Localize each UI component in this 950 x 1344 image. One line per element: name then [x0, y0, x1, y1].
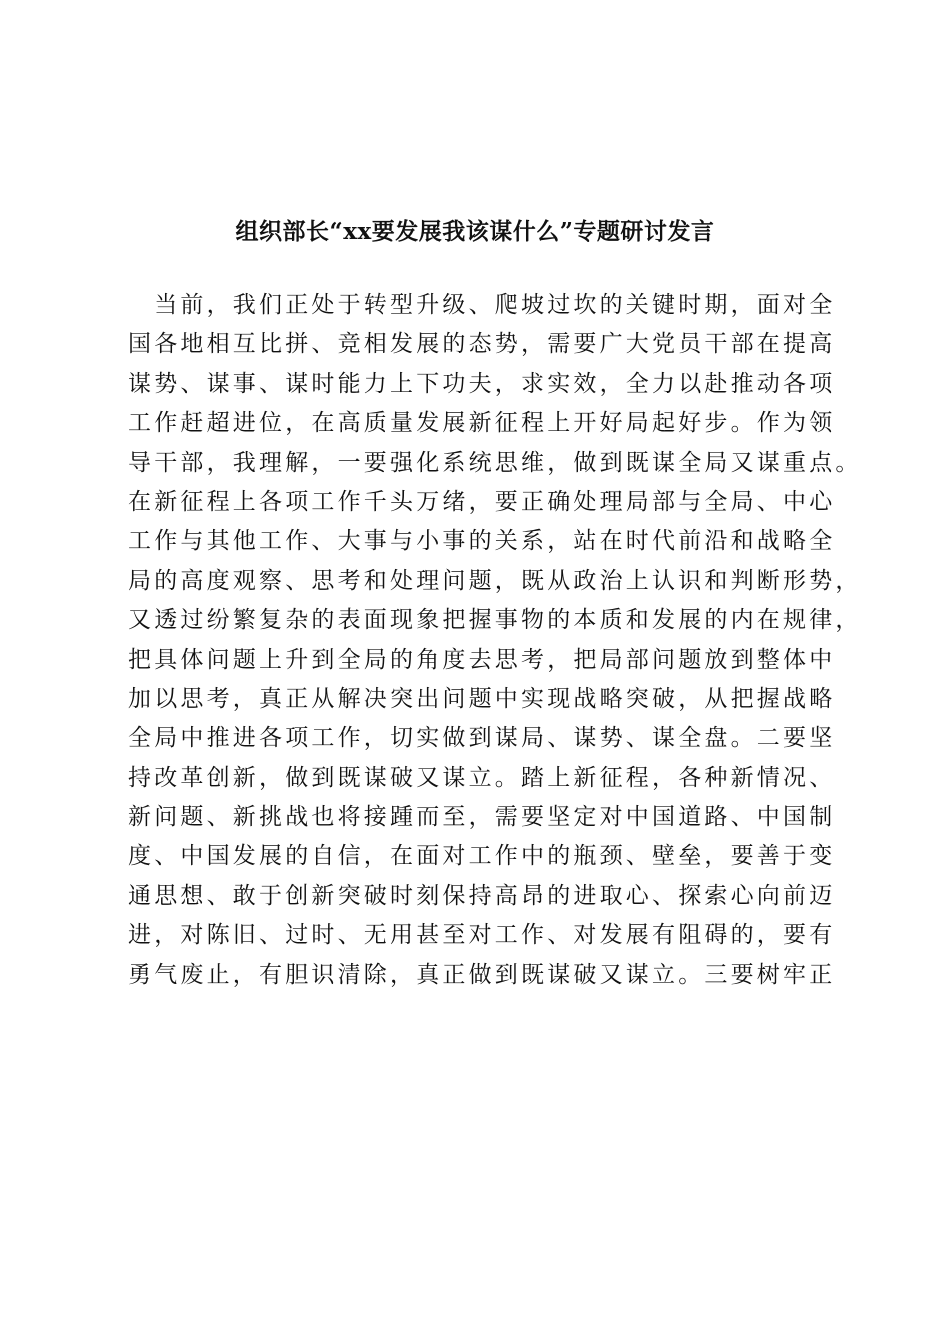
body-line: 持改革创新，做到既谋破又谋立。踏上新征程，各种新情况、	[128, 764, 836, 791]
body-line: 把具体问题上升到全局的角度去思考，把局部问题放到整体中	[128, 646, 836, 673]
body-line: 谋势、谋事、谋时能力上下功夫，求实效，全力以赴推动各项	[128, 370, 836, 397]
body-line: 在新征程上各项工作千头万绪，要正确处理局部与全局、中心	[128, 488, 836, 515]
body-line: 国各地相互比拼、竞相发展的态势，需要广大党员干部在提高	[128, 331, 836, 358]
body-line: 工作赶超进位，在高质量发展新征程上开好局起好步。作为领	[128, 410, 836, 437]
body-line: 当前，我们正处于转型升级、爬坡过坎的关键时期，面对全	[128, 292, 836, 318]
document-title: 组织部长“xx要发展我该谋什么”专题研讨发言	[235, 218, 715, 245]
document-body	[128, 286, 862, 995]
body-line: 通思想、敢于创新突破时刻保持高昂的进取心、探索心向前迈	[128, 882, 836, 909]
body-line: 局的高度观察、思考和处理问题，既从政治上认识和判断形势，	[128, 567, 862, 594]
body-line: 又透过纷繁复杂的表面现象把握事物的本质和发展的内在规律，	[128, 607, 862, 634]
body-line: 全局中推进各项工作，切实做到谋局、谋势、谋全盘。二要坚	[128, 725, 836, 752]
body-line: 新问题、新挑战也将接踵而至，需要坚定对中国道路、中国制	[128, 804, 836, 831]
body-line: 勇气废止，有胆识清除，真正做到既谋破又谋立。三要树牢正	[128, 961, 836, 988]
body-line: 度、中国发展的自信，在面对工作中的瓶颈、壁垒，要善于变	[128, 843, 836, 870]
body-line: 进，对陈旧、过时、无用甚至对工作、对发展有阻碍的，要有	[128, 922, 836, 949]
body-line: 工作与其他工作、大事与小事的关系，站在时代前沿和战略全	[128, 528, 836, 555]
body-line: 加以思考，真正从解决突出问题中实现战略突破，从把握战略	[128, 685, 836, 712]
body-line: 导干部，我理解，一要强化系统思维，做到既谋全局又谋重点。	[128, 449, 862, 476]
